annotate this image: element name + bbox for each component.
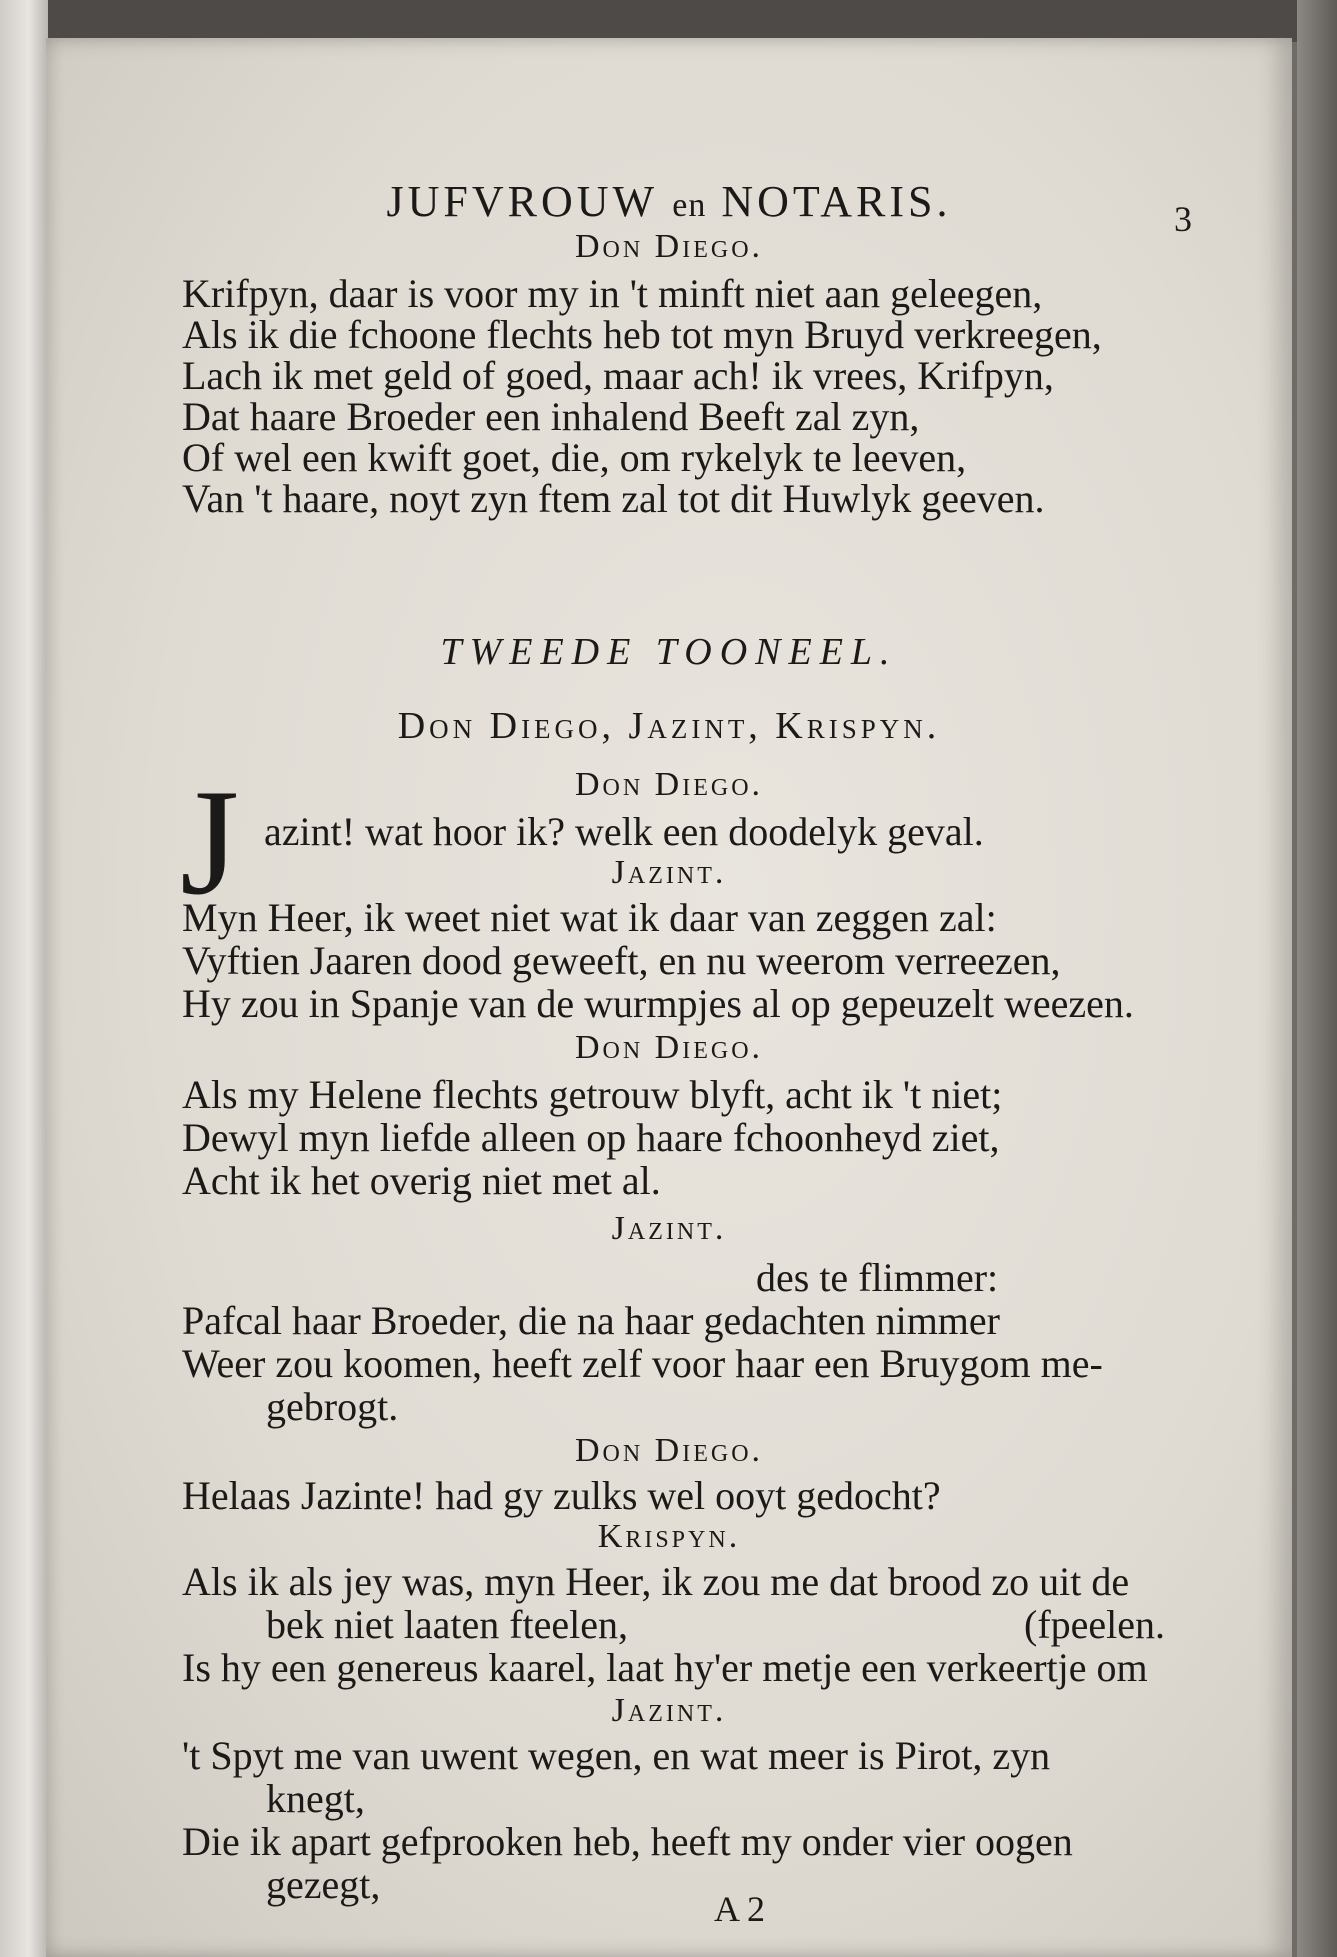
speaker-label: Don Diego. — [574, 1029, 764, 1066]
speaker-label: Don Diego. — [574, 766, 764, 803]
verse-line: Krifpyn, daar is voor my in 't minft niet aan geleegen, — [182, 271, 1043, 316]
verse-line: bek niet laaten fteelen, — [266, 1602, 629, 1647]
verse-line: Dewyl myn liefde alleen op haare fchoonheyd ziet, — [182, 1115, 1000, 1160]
running-head-middle: en — [672, 187, 707, 224]
verse-line: Als my Helene flechts getrouw blyft, acht ik 't niet; — [182, 1072, 1003, 1117]
running-head-left: JUFVROUW — [386, 177, 658, 226]
verse-line: knegt, — [266, 1776, 365, 1821]
signature-mark: A 2 — [714, 1889, 766, 1929]
verse-line: Hy zou in Spanje van de wurmpjes al op gepeuzelt weezen. — [182, 981, 1134, 1026]
speaker-label: Jazint. — [611, 1692, 727, 1729]
speaker-label: Jazint. — [611, 854, 727, 891]
verse-line: Myn Heer, ik weet niet wat ik daar van zeggen zal: — [182, 895, 997, 940]
verse-line: Vyftien Jaaren dood geweeft, en nu weerom verreezen, — [182, 938, 1061, 983]
verse-line: Van 't haare, noyt zyn ftem zal tot dit Huwlyk geeven. — [182, 476, 1045, 521]
verse-line: gebrogt. — [266, 1384, 399, 1429]
verse-line: Dat haare Broeder een inhalend Beeft zal zyn, — [182, 394, 920, 439]
speaker-label: Don Diego. — [574, 228, 764, 265]
facing-page-edge — [0, 0, 48, 1957]
speaker-label: Don Diego. — [574, 1432, 764, 1469]
cast-list: Don Diego, Jazint, Krispyn. — [397, 705, 941, 747]
scene-heading: TWEEDE TOONEEL. — [440, 631, 898, 673]
verse-line: Is hy een genereus kaarel, laat hy'er metje een verkeertje om — [182, 1645, 1148, 1690]
background-top-strip — [0, 0, 1337, 42]
speaker-label: Jazint. — [611, 1210, 727, 1247]
verse-line: Acht ik het overig niet met al. — [182, 1158, 661, 1203]
page-number: 3 — [1174, 199, 1192, 239]
verse-line: Als ik als jey was, myn Heer, ik zou me dat brood zo uit de — [182, 1559, 1130, 1604]
verse-line: Weer zou koomen, heeft zelf voor haar een Bruygom me- — [182, 1341, 1103, 1386]
verse-line: Die ik apart gefprooken heb, heeft my onder vier oogen — [182, 1819, 1073, 1864]
speaker-label: Krispyn. — [597, 1518, 741, 1555]
verse-line: Lach ik met geld of goed, maar ach! ik vrees, Krifpyn, — [182, 353, 1054, 398]
drop-cap: J — [180, 758, 240, 926]
running-head — [46, 176, 1292, 227]
running-head-right: NOTARIS. — [721, 177, 952, 226]
verse-line: Of wel een kwift goet, die, om rykelyk te leeven, — [182, 435, 967, 480]
verse-line: 't Spyt me van uwent wegen, en wat meer is Pirot, zyn — [182, 1733, 1051, 1778]
verse-line-runover: (fpeelen. — [1024, 1602, 1166, 1647]
verse-line: Pafcal haar Broeder, die na haar gedachten nimmer — [182, 1298, 1000, 1343]
verse-line: Helaas Jazinte! had gy zulks wel ooyt gedocht? — [182, 1473, 941, 1518]
verse-line: azint! wat hoor ik? welk een doodelyk geval. — [264, 809, 984, 854]
book-right-edge — [1297, 0, 1337, 1957]
book-page — [46, 38, 1292, 1957]
verse-line: Als ik die fchoone flechts heb tot myn Bruyd verkreegen, — [182, 312, 1102, 357]
verse-line: gezegt, — [266, 1862, 381, 1907]
verse-line: des te flimmer: — [756, 1255, 999, 1300]
